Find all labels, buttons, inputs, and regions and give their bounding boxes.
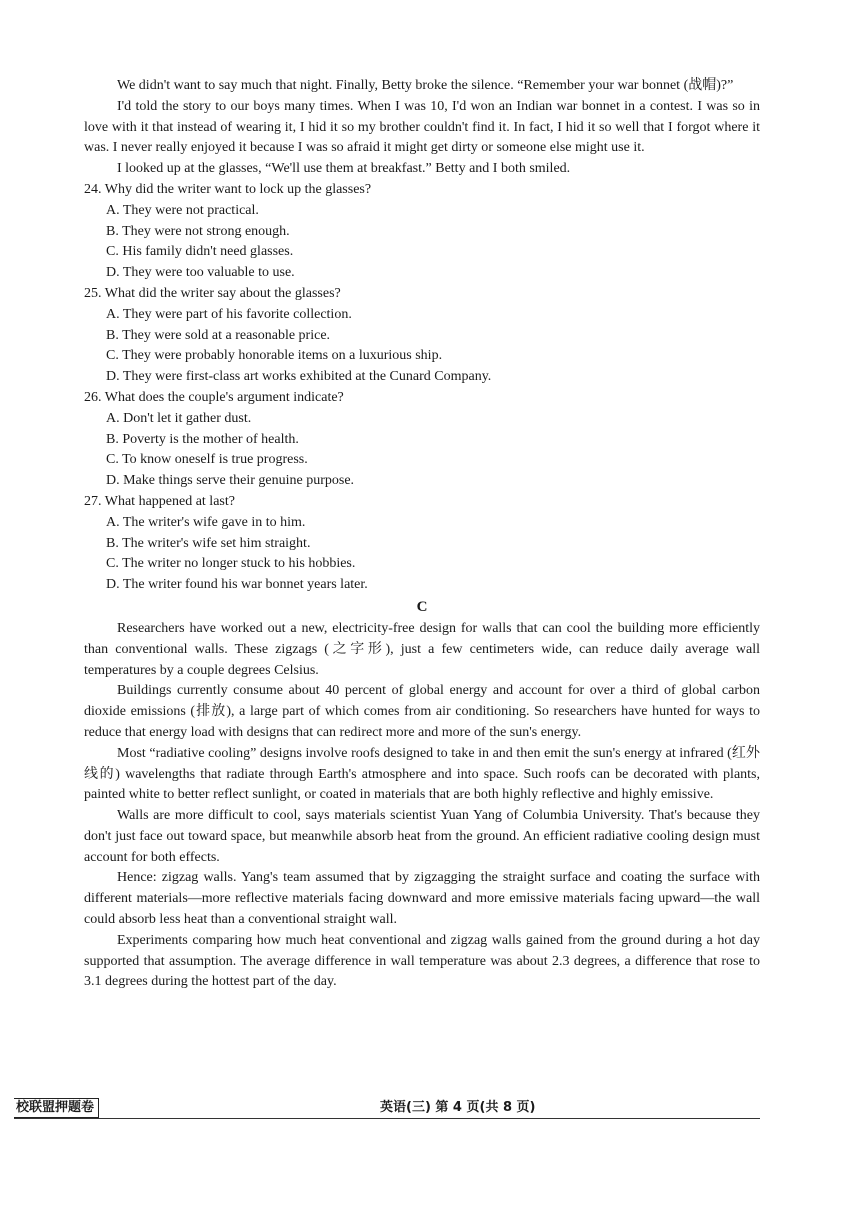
- option-d: D. They were too valuable to use.: [106, 265, 295, 281]
- option-b: B. Poverty is the mother of health.: [106, 431, 299, 447]
- story-paragraph-3: I looked up at the glasses, “We'll use them at breakfast.” Betty and I both smiled.: [117, 161, 571, 177]
- passage-c-paragraph-2: Buildings currently consume about 40 percent of global energy and account for over a third of global carbon dioxide emissions (排放), a large part of which comes from air conditioning. So researchers have hunted for ways to reduce that energy load with designs that can redirect more and more of the sun's energy.: [84, 683, 760, 740]
- question-stem: 24. Why did the writer want to lock up the glasses?: [84, 181, 372, 197]
- page-footer: [14, 1098, 760, 1120]
- option-a: A. They were part of his favorite collection.: [106, 306, 352, 322]
- option-a: A. The writer's wife gave in to him.: [106, 514, 306, 530]
- story-paragraph-2: I'd told the story to our boys many times. When I was 10, I'd won an Indian war bonnet in a contest. I was so in love with it that instead of wearing it, I hid it so my brother couldn't find it. In fact, I hid it so well that I forgot where it was. I never really enjoyed it because I was so afraid it might get dirty or someone else might use it.: [84, 98, 760, 156]
- option-d: D. They were first-class art works exhibited at the Cunard Company.: [106, 369, 492, 385]
- footer-divider: [14, 1118, 760, 1119]
- passage-c-paragraph-4: Walls are more difficult to cool, says materials scientist Yuan Yang of Columbia University. That's because they don't just face out toward space, but meanwhile absorb heat from the ground. An efficient radiative cooling design must account for both effects.: [84, 808, 760, 865]
- option-c: C. They were probably honorable items on a luxurious ship.: [106, 348, 443, 364]
- option-b: B. They were not strong enough.: [106, 223, 290, 239]
- passage-c-paragraph-6: Experiments comparing how much heat conventional and zigzag walls gained from the ground during a hot day supported that assumption. The average difference in wall temperature was about 2.3 degrees, a difference that rose to 3.1 degrees during the hottest part of the day.: [84, 932, 760, 990]
- option-b: B. They were sold at a reasonable price.: [106, 327, 331, 343]
- exam-series-label: 校联盟押题卷: [14, 1098, 99, 1118]
- question-stem: 26. What does the couple's argument indicate?: [84, 389, 344, 405]
- question-stem: 25. What did the writer say about the glasses?: [84, 285, 341, 301]
- question-25: [84, 284, 760, 388]
- option-c: C. To know oneself is true progress.: [106, 452, 308, 468]
- passage-c-paragraph-3: Most “radiative cooling” designs involve roofs designed to take in and then emit the sun's energy at infrared (红外线的) wavelengths that radiate through Earth's atmosphere and into space. Such roofs can be decorated with plants, painted white to better reflect sunlight, or coated in materials that are both highly reflective and highly emissive.: [84, 745, 760, 803]
- question-26: [84, 388, 760, 492]
- question-stem: 27. What happened at last?: [84, 493, 235, 509]
- question-27: [84, 492, 760, 596]
- question-24: [84, 180, 760, 284]
- section-heading-c: C: [416, 598, 428, 615]
- option-a: A. They were not practical.: [106, 202, 259, 218]
- exam-page: [84, 76, 760, 993]
- option-d: D. Make things serve their genuine purpose.: [106, 473, 355, 489]
- option-c: C. The writer no longer stuck to his hobbies.: [106, 556, 356, 572]
- passage-c-paragraph-5: Hence: zigzag walls. Yang's team assumed that by zigzagging the straight surface and coating the surface with different materials—more reflective materials facing downward and more emissive materials facing upward—the wall could absorb less heat than a conventional straight wall.: [84, 870, 760, 928]
- story-paragraph-1: We didn't want to say much that night. Finally, Betty broke the silence. “Remember your war bonnet (战帽)?”: [117, 78, 734, 93]
- option-a: A. Don't let it gather dust.: [106, 410, 252, 426]
- passage-c-paragraph-1: Researchers have worked out a new, electricity-free design for walls that can cool the building more efficiently than conventional walls. These zigzags (之字形), just a few centimeters wide, can reduce daily average wall temperatures by a couple degrees Celsius.: [84, 620, 760, 678]
- page-number: 英语(三) 第 4 页(共 8 页): [380, 1100, 536, 1115]
- option-d: D. The writer found his war bonnet years later.: [106, 577, 368, 593]
- option-c: C. His family didn't need glasses.: [106, 244, 294, 260]
- option-b: B. The writer's wife set him straight.: [106, 535, 311, 551]
